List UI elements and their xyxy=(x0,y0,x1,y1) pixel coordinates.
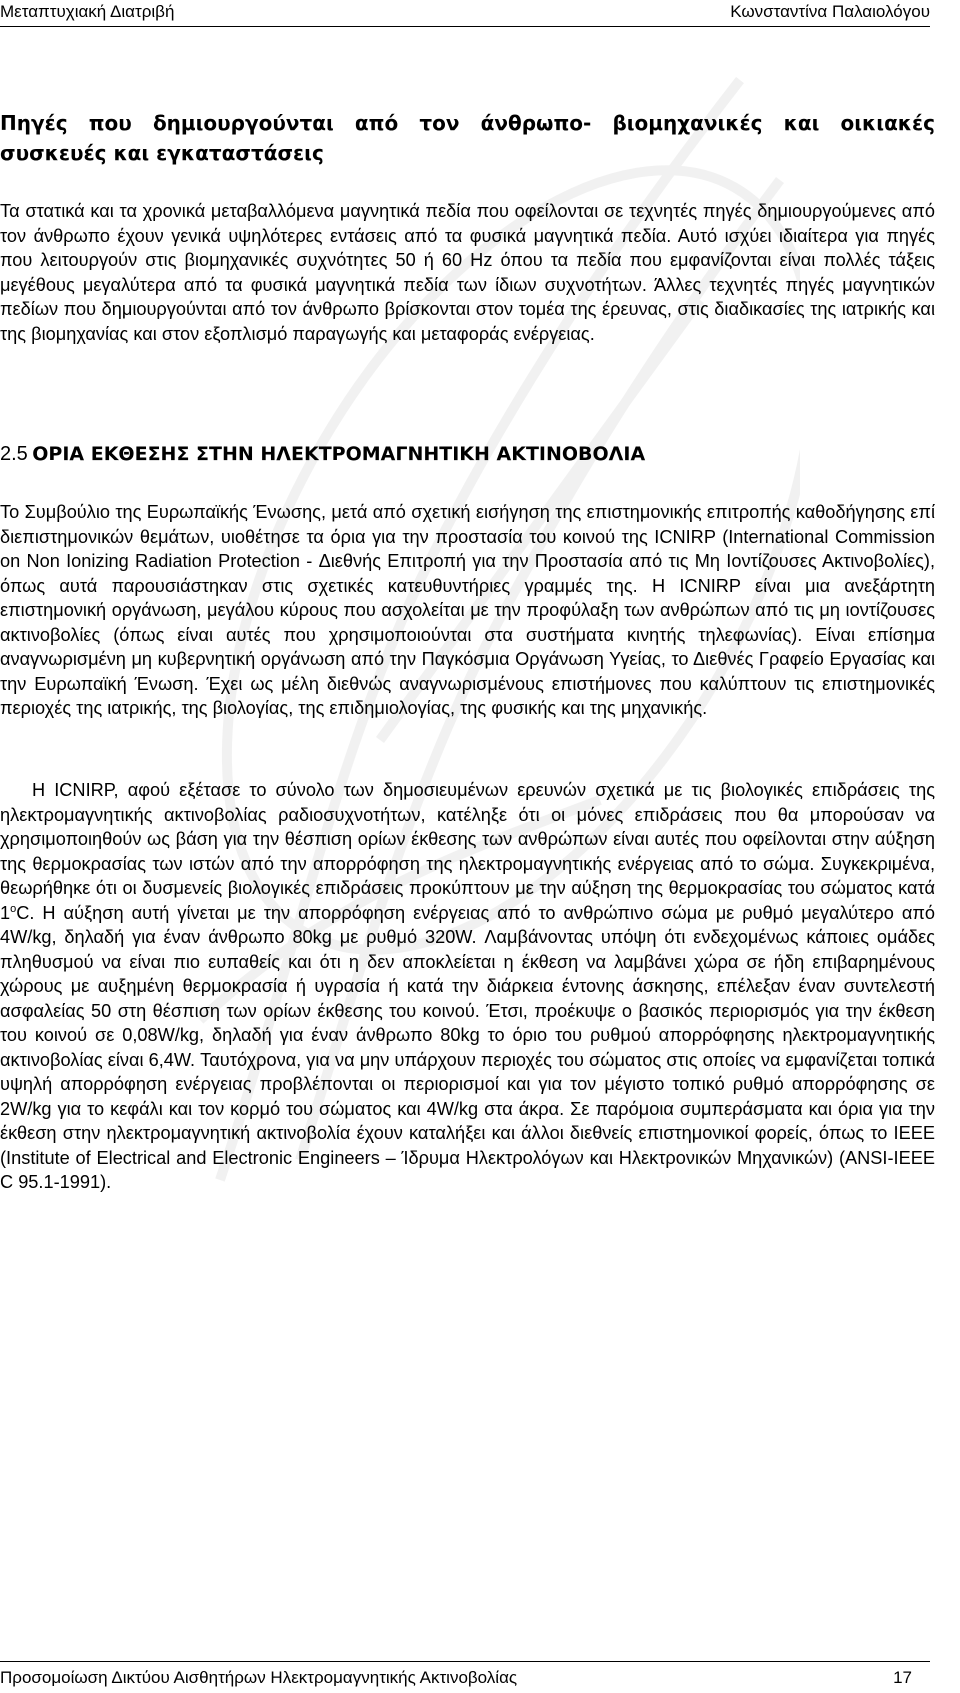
paragraph-man-made-sources: Τα στατικά και τα χρονικά μεταβαλλόμενα μαγνητικά πεδία που οφείλονται σε τεχνητές πηγές δημιουργούμενες από τον άνθρωπο έχουν γενικά υψηλότερες εντάσεις από τα φυσικά μαγνητικά πεδία. Αυτό ισχύει ιδιαίτερα για πηγές που λειτουργούν στις βιομηχανικές συχνότητες 50 ή 60 Hz όπου τα πεδία που εμφανίζονται είναι πολλές τάξεις μεγέθους μεγαλύτερα από τα φυσικά μαγνητικά πεδία των ίδιων συχνοτήτων. Άλλες τεχνητές πηγές μαγνητικών πεδίων που δημιουργούνται από τον άνθρωπο βρίσκονται στον τομέα της έρευνας, στις διαδικασίες της ιατρικής και της βιομηχανίας και στον εξοπλισμό παραγωγής και μεταφοράς ενέργειας. xyxy=(0,201,935,344)
running-header xyxy=(0,0,930,27)
running-footer xyxy=(0,1661,930,1690)
subsection-title: ΟΡΙΑ ΕΚΘΕΣΗΣ ΣΤΗΝ ΗΛΕΚΤΡΟΜΑΓΝΗΤΙΚΗ ΑΚΤΙΝΟΒΟΛΙΑ xyxy=(32,443,646,465)
section-heading: Πηγές που δημιουργούνται από τον άνθρωπο- βιομηχανικές και οικιακές συσκευές και εγκαταστάσεις xyxy=(0,111,935,165)
header-thesis-label: Μεταπτυχιακή Διατριβή xyxy=(0,2,175,21)
paragraph-eu-council-icnirp xyxy=(0,500,935,721)
paragraph-text: Το Συμβούλιο της Ευρωπαϊκής Ένωσης, μετά από σχετική εισήγηση της επιστημονικής επιτροπής καθοδήγησης επί διεπιστημονικών θεμάτων, υιοθέτησε τα όρια για την προστασία του κοινού της ICNIRP (International Commission on Non Ionizing Radiation Protection - Διεθνής Επιτροπή για την Προστασία από τις Μη Ιοντίζουσες Ακτινοβολίες), όπως αυτά παρουσιάστηκαν στις σχετικές κατευθυντήριες γραμμές της. Η ICNIRP είναι μια ανεξάρτητη επιστημονική οργάνωση, μεγάλου κύρους που ασχολείται με την προφύλαξη των ανθρώπων από τις μη ιοντίζουσες ακτινοβολίες (όπως είναι αυτές που χρησιμοποιούνται στα συστήματα κινητής τηλεφωνίας). Είναι επίσημα αναγνωρισμένη μη κυβερνητική οργάνωση από την Παγκόσμια Οργάνωση Υγείας, το Διεθνές Γραφείο Εργασίας και την Ευρωπαϊκή Ένωση. Έχει ως μέλη διεθνώς αναγνωρισμένους επιστήμονες που καλύπτουν τις επιστημονικές περιοχές της ιατρικής, της βιολογίας, της επιδημιολογίας, της φυσικής και της μηχανικής. xyxy=(0,502,935,718)
paragraph-text-part-1: Η ICNIRP, αφού εξέτασε το σύνολο των δημοσιευμένων ερευνών σχετικά με τις βιολογικές επιδράσεις της ηλεκτρομαγνητικής ακτινοβολίας ραδιοσυχνοτήτων, κατέληξε ότι οι μόνες επιδράσεις που θα μπορούσαν να χρησιμοποιηθούν ως βάση για την θέσπιση ορίων έκθεσης των ανθρώπων είναι αυτές που οφείλονται στην αύξηση της θερμοκρασίας των ιστών από την απορρόφηση της ηλεκτρομαγνητικής ενέργειας από το σώμα. Συγκεκριμένα, θεωρήθηκε ότι οι δυσμενείς βιολογικές επιδράσεις προκύπτουν με την αύξηση της θερμοκρασίας του σώματος κατά 1 xyxy=(0,780,935,923)
subsection-heading xyxy=(0,439,935,471)
header-author: Κωνσταντίνα Παλαιολόγου xyxy=(730,2,930,21)
page-number: 17 xyxy=(893,1668,912,1687)
paragraph-text-part-2: C. Η αύξηση αυτή γίνεται με την απορρόφηση ενέργειας από το ανθρώπινο σώμα με ρυθμό μεγαλύτερο από 4W/kg, δηλαδή για έναν άνθρωπο 80kg με ρυθμό 320W. Λαμβάνοντας υπόψη ότι ενδεχομένως κάποιες ομάδες πληθυσμού να είναι πιο ευπαθείς και ότι η δεν αποκλείεται η έκθεση να λαμβάνει χώρα σε ήδη επιβαρημένους χώρους με αυξημένη θερμοκρασία ή υγρασία ή κατά την διάρκεια έντονης άσκησης, επέλεξαν έναν συντελεστή ασφαλείας 50 στη θέσπιση των ορίων έκθεσης του κοινού. Έτσι, προέκυψε ο βασικός περιορισμός για την έκθεση του κοινού σε 0,08W/kg, δηλαδή για έναν άνθρωπο 80kg το όριο του ρυθμού απορρόφησης ηλεκτρομαγνητικής ακτινοβολίας είναι 6,4W. Ταυτόχρονα, για να μην υπάρχουν περιοχές του σώματος στις οποίες να εμφανίζεται τοπικά υψηλή απορρόφηση ενέργειας προβλέπονται οι περιορισμοί και για τον μέγιστο τοπικό ρυθμό απορρόφησης σε 2W/kg για το κεφάλι και τον κορμό του σώματος και 4W/kg στα άκρα. Σε παρόμοια συμπεράσματα και όρια για την έκθεση στην ηλεκτρομαγνητική ακτινοβολία έχουν καταλήξει και άλλοι διεθνείς επιστημονικοί φορείς, όπως το IEEE (Institute of Electrical and Electronic Engineers – Ίδρυμα Ηλεκτρολόγων και Ηλεκτρονικών Μηχανικών) (ANSI-IEEE C 95.1-1991). xyxy=(0,902,935,1192)
paragraph-icnirp-limits xyxy=(0,778,935,1195)
degree-superscript: o xyxy=(10,902,17,915)
footer-thesis-title: Προσομοίωση Δικτύου Αισθητήρων Ηλεκτρομαγνητικής Ακτινοβολίας xyxy=(0,1668,518,1687)
subsection-number: 2.5 xyxy=(0,443,28,465)
